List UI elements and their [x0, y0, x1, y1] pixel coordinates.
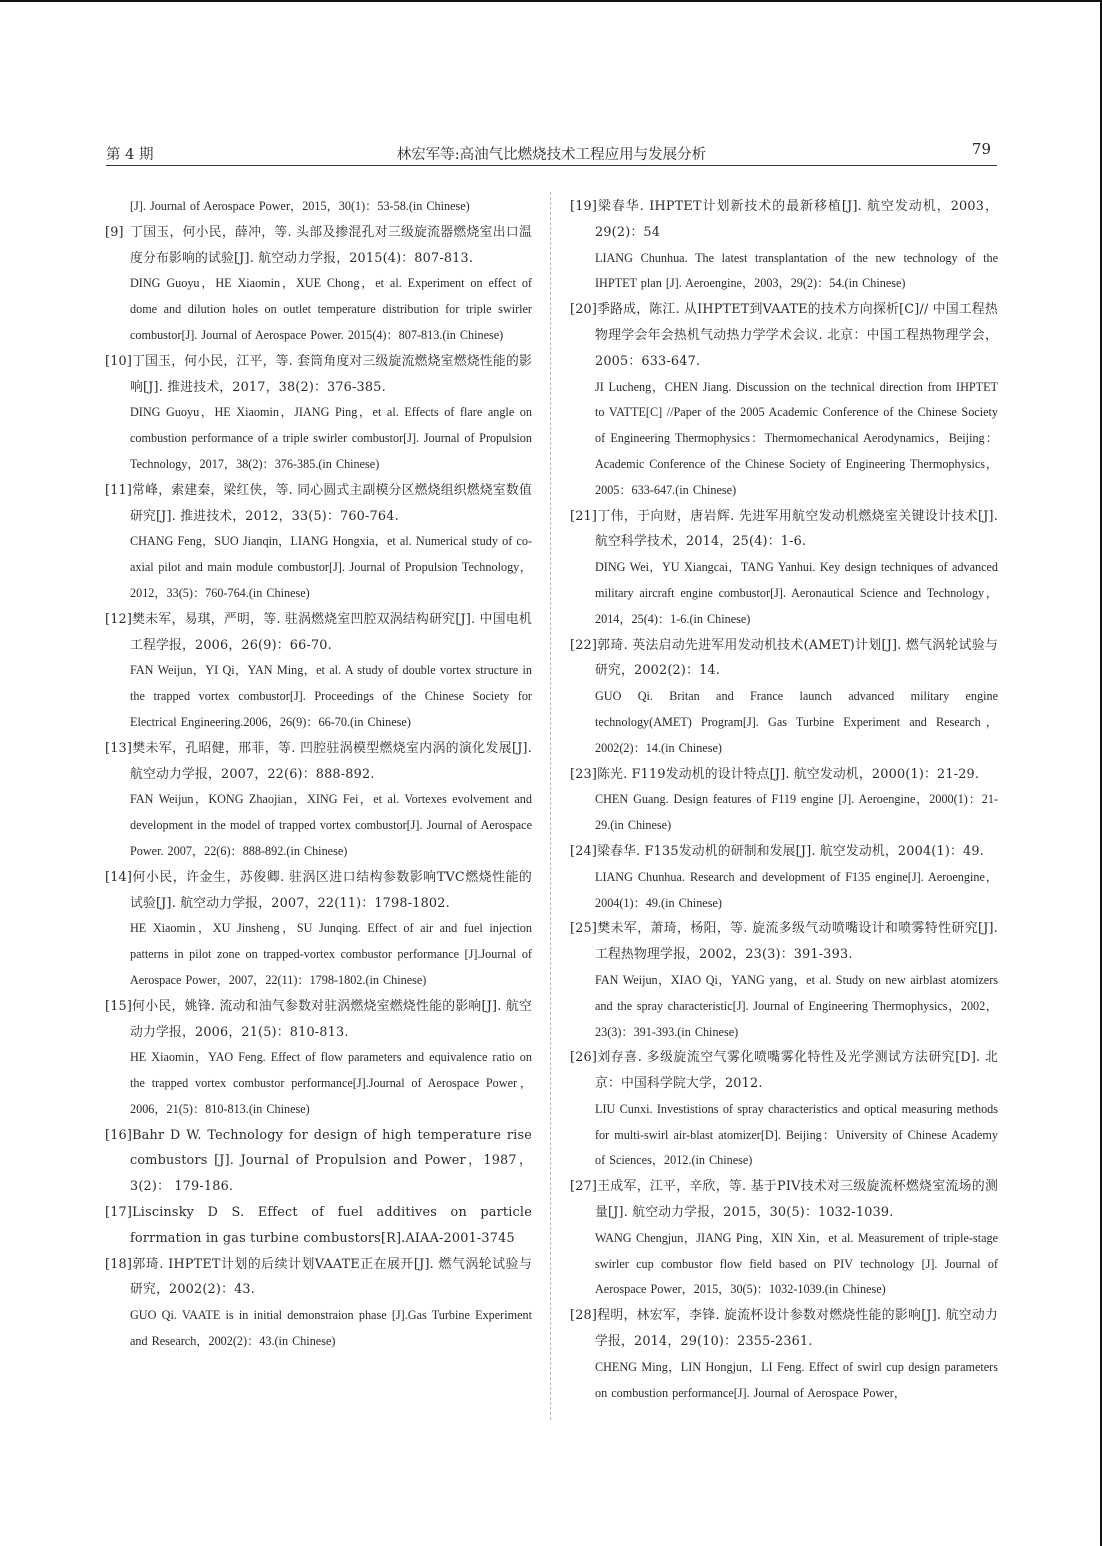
reference-en: GUO Qi. Britan and France launch advanced military engine technology(AMET) Program[J]. Gas Turbine Experiment and Research，2002(2)：14.(in Chinese) [595, 689, 998, 755]
reference-primary [105, 607, 532, 659]
issue-number: 第 4 期 [106, 147, 154, 163]
reference-number: [17] [105, 1205, 133, 1221]
reference-text: 郭琦. IHPTET计划的后续计划VAATE正在展开[J]. 燃气涡轮试验与研究，2002(2)：43. [130, 1256, 532, 1298]
left-column [105, 194, 532, 1355]
reference-number: [28] [570, 1308, 598, 1324]
reference-primary [105, 220, 532, 272]
reference-text: 程明，林宏军，李锋. 旋流杯设计参数对燃烧性能的影响[J]. 航空动力学报，2014，29(10)：2355-2361. [595, 1308, 998, 1350]
reference-text: Liscinsky D S. Effect of fuel additives on particle forrmation in gas turbine combustors[R].AIAA-2001-3745 [130, 1205, 532, 1246]
reference-primary [570, 839, 998, 865]
reference-item [570, 504, 998, 633]
reference-primary [570, 633, 998, 685]
reference-text: 刘存喜. 多级旋流空气雾化喷嘴雾化特性及光学测试方法研究[D]. 北京：中国科学院大学，2012. [595, 1050, 998, 1092]
reference-en: DING Wei，YU Xiangcai，TANG Yanhui. Key design techniques of advanced military aircraft engine combustor[J]. Aeronautical Science and Technology，2014，25(4)：1-6.(in Chinese) [595, 560, 998, 626]
reference-text: 樊未军，易琪，严明，等. 驻涡燃烧室凹腔双涡结构研究[J]. 中国电机工程学报，2006，26(9)：66-70. [130, 611, 532, 653]
reference-item [570, 633, 998, 762]
reference-item [105, 994, 532, 1123]
reference-primary [570, 297, 998, 374]
reference-number: [27] [570, 1179, 598, 1195]
reference-text: 樊未军，萧琦，杨阳，等. 旋流多级气动喷嘴设计和喷雾特性研究[J]. 工程热物理学报，2002，23(3)：391-393. [595, 921, 998, 963]
reference-primary [570, 194, 998, 246]
reference-en: DING Guoyu，HE Xiaomin，JIANG Ping，et al. Effects of flare angle on combustion performance of a triple swirler combustor[J]. Journal of Propulsion Technology，2017，38(2)：376-385.(in Chinese) [130, 405, 532, 471]
running-header [106, 141, 997, 166]
reference-number: [19] [570, 199, 598, 214]
reference-en: [J]. Journal of Aerospace Power，2015，30(1)：53-58.(in Chinese) [130, 199, 470, 213]
reference-en: LIU Cunxi. Investistions of spray characteristics and optical measuring methods for multi-swirl air-blast atomizer[D]. Beijing：University of Chinese Academy of Sciences，2012.(in Chinese) [595, 1101, 998, 1168]
reference-en: CHENG Ming，LIN Hongjun，LI Feng. Effect of swirl cup design parameters on combustion performance[J]. Journal of Aerospace Power， [595, 1359, 998, 1400]
right-column [570, 194, 998, 1406]
reference-text: Bahr D W. Technology for design of high temperature rise combustors [J]. Journal of Propulsion and Power，1987，3(2)： 179-186. [130, 1127, 532, 1195]
reference-item [105, 865, 532, 994]
reference-number: [26] [570, 1050, 598, 1066]
reference-text: 何小民，姚锋. 流动和油气参数对驻涡燃烧室燃烧性能的影响[J]. 航空动力学报，2006，21(5)：810-813. [130, 998, 532, 1040]
reference-text: 樊未军，孔昭健，邢菲，等. 凹腔驻涡模型燃烧室内涡的演化发展[J]. 航空动力学报，2007，22(6)：888-892. [130, 740, 532, 782]
reference-item [570, 194, 998, 297]
reference-item [570, 762, 998, 839]
reference-primary [570, 1303, 998, 1355]
reference-text: 梁春华. F135发动机的研制和发展[J]. 航空发动机，2004(1)：49. [597, 843, 984, 859]
reference-item [105, 349, 532, 478]
reference-item [105, 1252, 532, 1355]
reference-primary [570, 1174, 998, 1226]
reference-number: [13] [105, 740, 133, 756]
reference-primary [570, 1045, 998, 1097]
reference-en: FAN Weijun，KONG Zhaojian，XING Fei，et al. Vortexes evolvement and development in the model of trapped vortex combustor[J]. Journal of Aerospace Power. 2007，22(6)：888-892.(in Chinese) [130, 792, 532, 858]
reference-number: [9] [105, 224, 124, 240]
reference-text: 郭琦. 英法启动先进军用发动机技术(AMET)计划[J]. 燃气涡轮试验与研究，2002(2)：14. [595, 637, 998, 679]
reference-number: [22] [570, 637, 598, 653]
reference-text: 常峰，索建秦，梁红侠，等. 同心圆式主副模分区燃烧组织燃烧室数值研究[J]. 推进技术，2012，33(5)：760-764. [130, 482, 532, 524]
reference-number: [23] [570, 766, 598, 782]
reference-en: HE Xiaomin，YAO Feng. Effect of flow parameters and equivalence ratio on the trapped vortex combustor performance[J].Journal of Aerospace Power，2006，21(5)：810-813.(in Chinese) [130, 1050, 532, 1116]
reference-item [570, 1045, 998, 1174]
reference-en: FAN Weijun，XIAO Qi，YANG yang，et al. Study on new airblast atomizers and the spray characteristic[J]. Journal of Engineering Thermophysics，2002，23(3)：391-393.(in Chinese) [595, 972, 998, 1039]
reference-continuation [105, 194, 532, 220]
page-number: 79 [971, 140, 991, 158]
reference-primary [105, 1123, 532, 1200]
reference-primary [105, 994, 532, 1046]
reference-item [570, 1174, 998, 1303]
reference-primary [570, 916, 998, 968]
reference-number: [20] [570, 302, 598, 318]
reference-text: 季路成，陈江. 从IHPTET到VAATE的技术方向探析[C]// 中国工程热物理学会年会热机气动热力学学术会议. 北京：中国工程热物理学会，2005：633-647. [595, 302, 998, 369]
reference-primary [570, 762, 998, 788]
reference-primary [105, 1252, 532, 1304]
running-title: 林宏军等:高油气比燃烧技术工程应用与发展分析 [396, 147, 707, 163]
reference-item [105, 736, 532, 865]
reference-text: 梁春华. IHPTET计划新技术的最新移植[J]. 航空发动机，2003，29(2)：54 [595, 199, 998, 240]
reference-number: [14] [105, 869, 133, 885]
reference-text: 丁国玉，何小民，江平，等. 套筒角度对三级旋流燃烧室燃烧性能的影响[J]. 推进技术，2017，38(2)：376-385. [130, 353, 532, 395]
reference-en: HE Xiaomin，XU Jinsheng，SU Junqing. Effect of air and fuel injection patterns in pilot zone on trapped-vortex combustor performance [J].Journal of Aerospace Power，2007，22(11)：1798-1802.(in Chinese) [130, 921, 532, 987]
reference-en: DING Guoyu，HE Xiaomin，XUE Chong，et al. Experiment on effect of dome and dilution holes on outlet temperature distribution for triple swirler combustor[J]. Journal of Aerospace Power. 2015(4)：807-813.(in Chinese) [130, 276, 532, 342]
reference-en: LIANG Chunhua. The latest transplantation of the new technology of the IHPTET plan [J]. Aeroengine，2003，29(2)：54.(in Chinese) [595, 250, 998, 291]
reference-item [105, 478, 532, 607]
reference-number: [21] [570, 508, 598, 524]
reference-item [105, 220, 532, 349]
reference-primary [105, 1200, 532, 1252]
reference-number: [12] [105, 611, 133, 627]
reference-text: 王成军，江平，辛欣，等. 基于PIV技术对三级旋流杯燃烧室流场的测量[J]. 航空动力学报，2015，30(5)：1032-1039. [595, 1179, 998, 1221]
reference-text: 丁国玉，何小民，薛冲，等. 头部及掺混孔对三级旋流器燃烧室出口温度分布影响的试验[J]. 航空动力学报，2015(4)：807-813. [130, 224, 532, 266]
reference-en: LIANG Chunhua. Research and development of F135 engine[J]. Aeroengine，2004(1)：49.(in Chinese) [595, 869, 998, 910]
reference-en: GUO Qi. VAATE is in initial demonstraion phase [J].Gas Turbine Experiment and Research，2002(2)：43.(in Chinese) [130, 1308, 532, 1349]
reference-number: [25] [570, 921, 598, 937]
reference-en: WANG Chengjun，JIANG Ping，XIN Xin，et al. Measurement of triple-stage swirler cup combustor flow field based on PIV technology [J]. Journal of Aerospace Power，2015，30(5)：1032-1039.(in Chinese) [595, 1230, 998, 1297]
reference-item [105, 607, 532, 736]
reference-number: [10] [105, 353, 133, 369]
reference-text: 陈光. F119发动机的设计特点[J]. 航空发动机，2000(1)：21-29. [597, 766, 980, 782]
reference-number: [16] [105, 1127, 133, 1143]
reference-number: [18] [105, 1256, 133, 1272]
reference-primary [105, 865, 532, 917]
column-divider [550, 192, 551, 1420]
reference-en: JI Lucheng，CHEN Jiang. Discussion on the technical direction from IHPTET to VATTE[C] //Paper of the 2005 Academic Conference of the Chinese Society of Engineering Thermophysics：Thermomechanical Aerodynamics，Beijing：Academic Conference of the Chinese Society of Engineering Thermophysics，2005：633-647.(in Chinese) [595, 379, 998, 497]
reference-number: [15] [105, 998, 133, 1014]
reference-number: [11] [105, 482, 133, 498]
reference-primary [570, 504, 998, 556]
reference-item [570, 839, 998, 916]
reference-item [105, 1200, 532, 1252]
reference-text: 丁伟，于向财，唐岩辉. 先进军用航空发动机燃烧室关键设计技术[J]. 航空科学技术，2014，25(4)：1-6. [595, 508, 998, 550]
reference-primary [105, 736, 532, 788]
reference-text: 何小民，许金生，苏俊卿. 驻涡区进口结构参数影响TVC燃烧性能的试验[J]. 航空动力学报，2007，22(11)：1798-1802. [130, 869, 532, 911]
reference-en: CHANG Feng，SUO Jianqin，LIANG Hongxia，et al. Numerical study of co-axial pilot and main module combustor[J]. Journal of Propulsion Technology，2012，33(5)：760-764.(in Chinese) [130, 534, 532, 600]
reference-primary [105, 349, 532, 401]
reference-en: CHEN Guang. Design features of F119 engine [J]. Aeroengine，2000(1)：21-29.(in Chinese) [595, 792, 998, 833]
page-top-border [0, 0, 1102, 2]
reference-item [570, 916, 998, 1045]
reference-item [570, 1303, 998, 1406]
reference-number: [24] [570, 843, 598, 859]
reference-item [570, 297, 998, 503]
reference-item [105, 1123, 532, 1200]
reference-en: FAN Weijun，YI Qi，YAN Ming，et al. A study of double vortex structure in the trapped vortex combustor[J]. Proceedings of the Chinese Society for Electrical Engineering.2006，26(9)：66-70.(in Chinese) [130, 663, 532, 729]
reference-primary [105, 478, 532, 530]
